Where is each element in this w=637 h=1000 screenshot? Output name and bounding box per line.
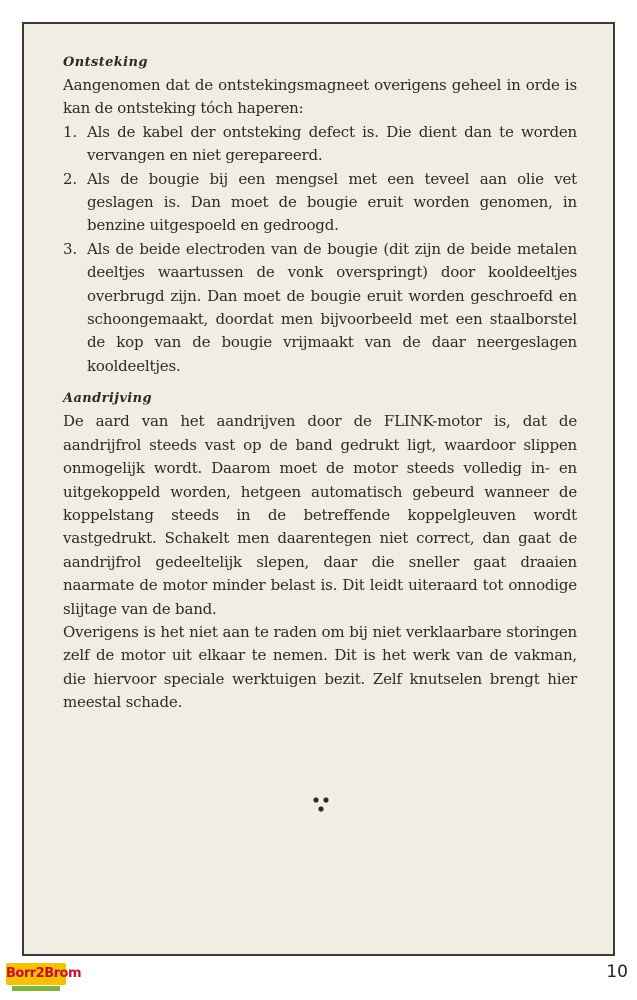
list-item-number: 1.: [63, 122, 77, 141]
list-item-text: Als de kabel der ontsteking defect is. Die dient dan te worden vervangen en niet gerepareerd.: [87, 122, 577, 165]
page-frame: [22, 22, 615, 956]
section-spacer: [63, 378, 577, 388]
section-heading-aandrijving: Aandrijving: [63, 391, 152, 407]
list-item-text: Als de beide electroden van de bougie (dit zijn de beide metalen deeltjes waartussen de vonk overspringt) door kooldeeltjes overbrugd zijn. Dan moet de bougie eruit worden geschroefd en schoongemaakt, doordat men bijvoorbeeld met een staalborstel de kop van de bougie vrijmaakt van de daar neergeslagen kooldeeltjes.: [87, 239, 577, 375]
list-item-text: Als de bougie bij een mengsel met een teveel aan olie vet geslagen is. Dan moet de bougie eruit worden genomen, in benzine uitgespoeld en gedroogd.: [87, 169, 577, 235]
logo-strip: [12, 986, 60, 991]
list-item: [63, 238, 577, 378]
three-dots-ornament: [310, 794, 332, 816]
numbered-list: [63, 121, 577, 378]
list-item-number: 3.: [63, 239, 77, 258]
borr2brom-logo: [6, 963, 82, 993]
body-paragraph: De aard van het aandrijven door de FLINK-motor is, dat de aandrijfrol steeds vast op de band gedrukt ligt, waardoor slippen onmogelijk wordt. Daarom moet de motor steeds volledig in- en uitgekoppeld worden, hetgeen automatisch gebeurd wanneer de koppelstang steeds in de betreffende koppelgleuven wordt vastgedrukt. Schakelt men daarentegen niet correct, dan gaat de aandrijfrol gedeeltelijk slepen, daar die sneller gaat draaien naarmate de motor minder belast is. Dit leidt uiteraard tot onnodige slijtage van de band.: [63, 412, 577, 618]
section-heading-ontsteking: Ontsteking: [63, 55, 148, 70]
list-item-number: 2.: [63, 169, 77, 188]
page-content: [63, 52, 577, 715]
list-item: [63, 121, 577, 168]
list-item: [63, 168, 577, 238]
logo-text: Borr2Brom: [6, 963, 66, 985]
page-number: 10: [606, 962, 628, 982]
intro-paragraph: Aangenomen dat de ontstekingsmagneet overigens geheel in orde is kan de ontsteking tóch haperen:: [63, 76, 577, 118]
body-paragraph: Overigens is het niet aan te raden om bij niet verklaarbare storingen zelf de motor uit elkaar te nemen. Dit is het werk van de vakman, die hiervoor speciale werktuigen bezit. Zelf knutselen brengt hier meestal schade.: [63, 622, 577, 712]
